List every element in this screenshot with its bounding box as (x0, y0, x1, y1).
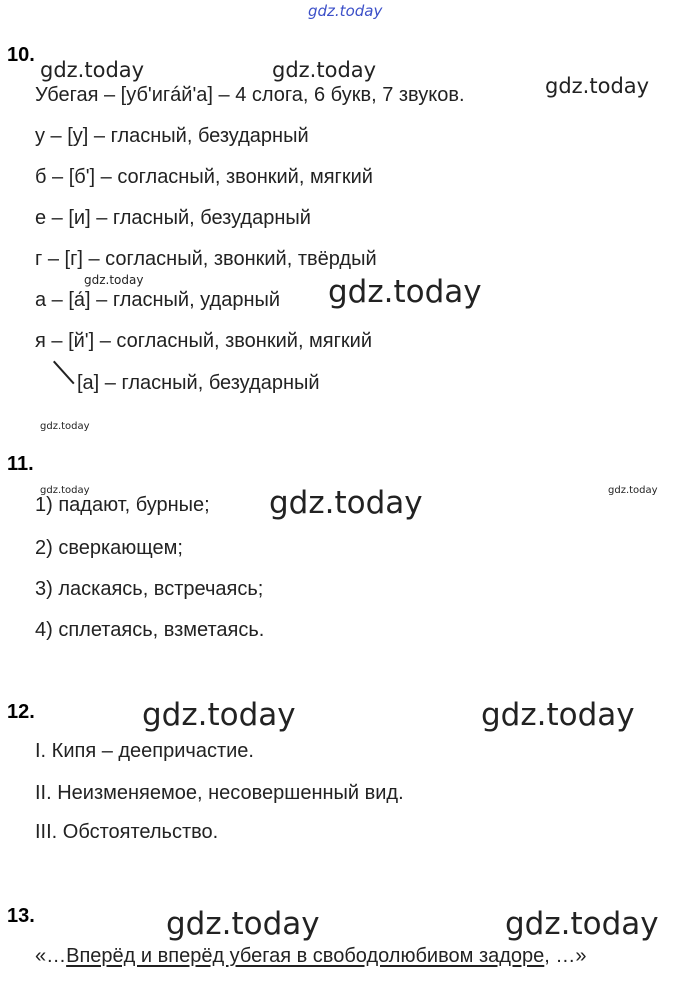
task-12-line: III. Обстоятельство. (35, 821, 219, 843)
task-13-quote (35, 945, 587, 968)
watermark: gdz.today (272, 58, 377, 82)
task-11-line: 1) падают, бурные; (35, 494, 210, 516)
watermark: gdz.today (545, 74, 650, 98)
watermark: gdz.today (505, 906, 659, 942)
quote-text: Вперёд и вперёд убегая в свободолюбивом задоре (66, 945, 545, 967)
task-13-number: 13. (7, 905, 35, 927)
watermark: gdz.today (84, 273, 144, 287)
task-10-line: б – [б'] – согласный, звонкий, мягкий (35, 166, 373, 188)
task-11-line: 4) сплетаясь, взметаясь. (35, 619, 265, 641)
watermark-top: gdz.today (308, 2, 383, 20)
task-10-heading: Убегая – [уб'игáй'а] – 4 слога, 6 букв, 7 звуков. (35, 84, 465, 106)
task-11-line: 2) сверкающем; (35, 537, 183, 559)
quote-close: , …» (544, 945, 587, 967)
branch-line (53, 361, 75, 385)
watermark: gdz.today (328, 274, 482, 310)
task-12-number: 12. (7, 701, 35, 723)
watermark: gdz.today (269, 485, 423, 521)
task-10-number: 10. (7, 44, 35, 66)
task-11-line: 3) ласкаясь, встречаясь; (35, 578, 264, 600)
watermark: gdz.today (142, 697, 296, 733)
watermark: gdz.today (166, 906, 320, 942)
task-10-line: [а] – гласный, безударный (77, 372, 320, 394)
watermark: gdz.today (40, 485, 90, 496)
watermark: gdz.today (40, 58, 145, 82)
task-11-number: 11. (7, 453, 34, 475)
task-10-line: а – [а́] – гласный, ударный (35, 289, 281, 311)
task-10-line: г – [г] – согласный, звонкий, твёрдый (35, 248, 377, 270)
quote-open: «… (35, 945, 67, 967)
watermark: gdz.today (608, 485, 658, 496)
task-10-line: я – [й'] – согласный, звонкий, мягкий (35, 330, 373, 352)
task-10-line: е – [и] – гласный, безударный (35, 207, 311, 229)
task-10-line: у – [у] – гласный, безударный (35, 125, 309, 147)
task-12-line: II. Неизменяемое, несовершенный вид. (35, 782, 404, 804)
task-12-line: I. Кипя – деепричастие. (35, 740, 254, 762)
watermark: gdz.today (481, 697, 635, 733)
watermark: gdz.today (40, 421, 90, 432)
